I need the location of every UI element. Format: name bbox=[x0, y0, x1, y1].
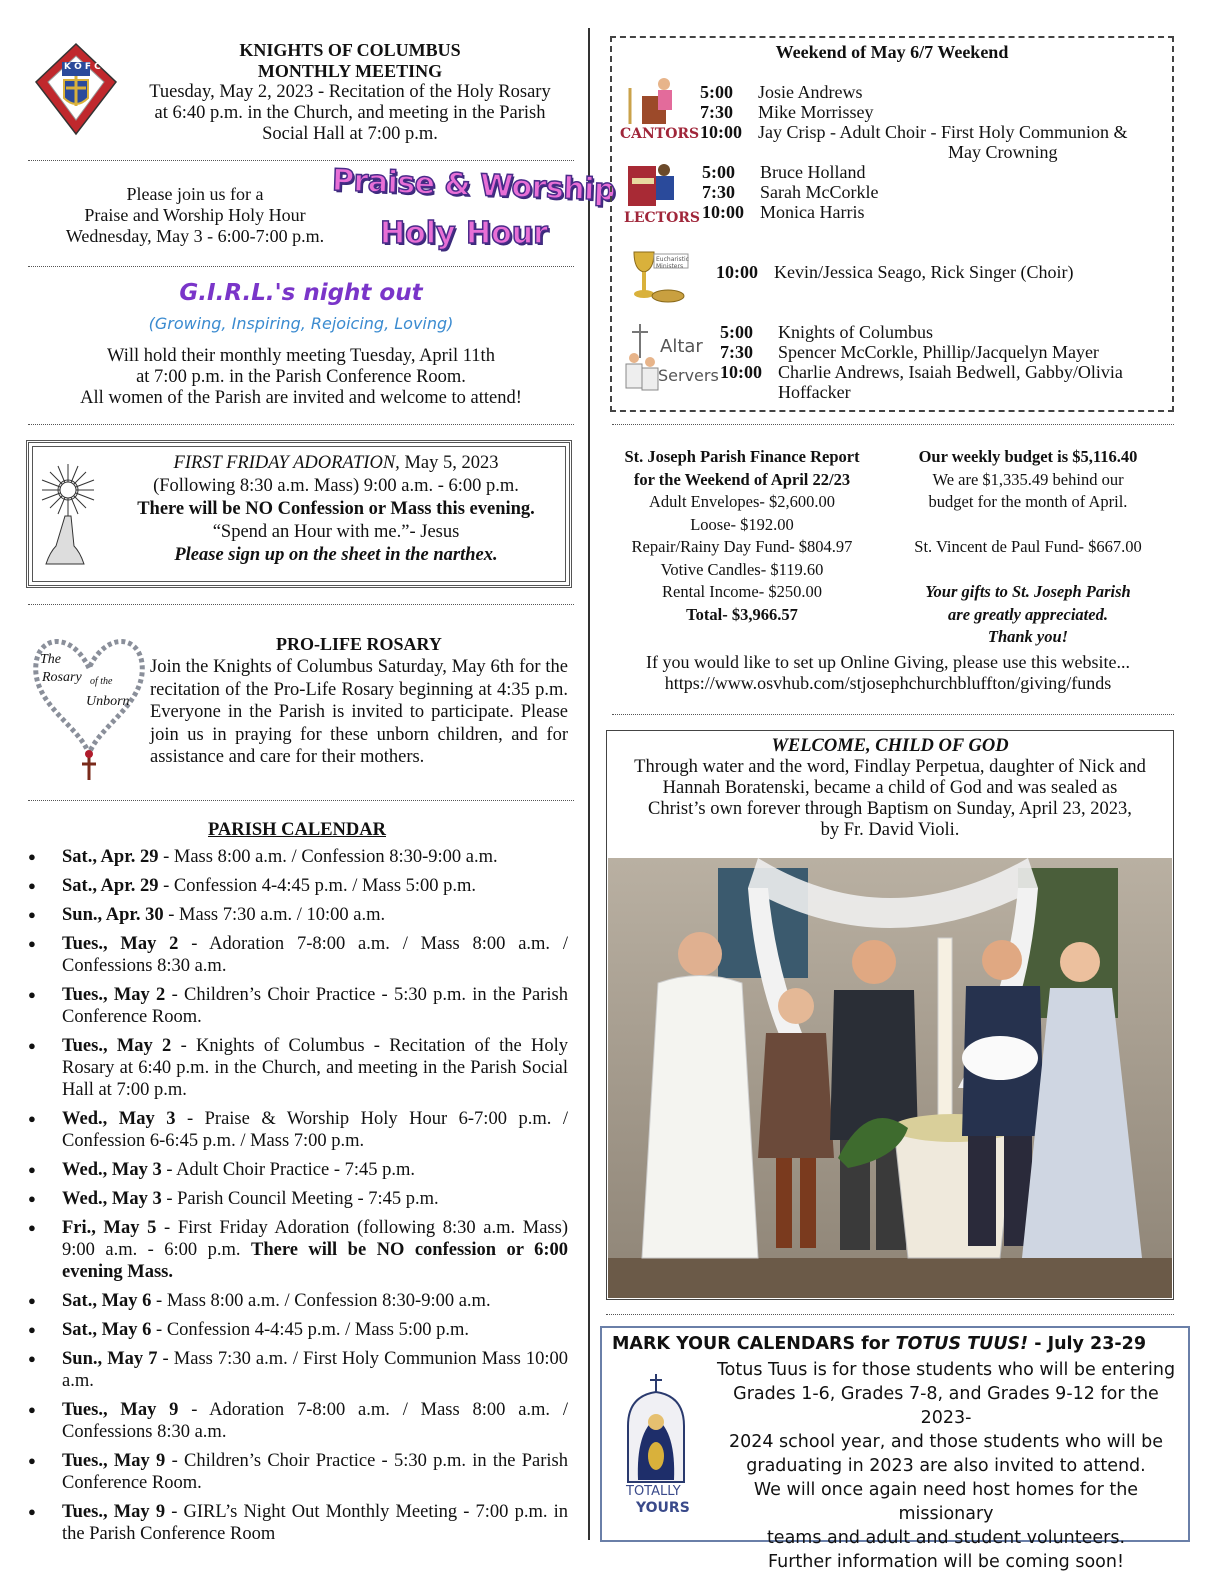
section-divider bbox=[28, 266, 574, 267]
budget-summary bbox=[886, 446, 1170, 649]
calendar-item bbox=[26, 846, 568, 868]
budget-line: budget for the month of April. bbox=[928, 492, 1128, 511]
calendar-item bbox=[26, 1348, 568, 1392]
calendar-item bbox=[26, 1159, 568, 1181]
schedule-row bbox=[702, 162, 878, 182]
schedule-row bbox=[720, 362, 1123, 382]
first-friday-notice: There will be NO Confession or Mass this evening. bbox=[137, 499, 535, 519]
welcome-line: Through water and the word, Findlay Perpetua, daughter of Nick and bbox=[634, 757, 1146, 777]
kofc-emblem-text: K O F C bbox=[64, 62, 101, 72]
section-divider bbox=[612, 714, 1174, 715]
schedule-time: 7:30 bbox=[702, 182, 735, 202]
totus-title-part: - July 23-29 bbox=[1028, 1334, 1147, 1354]
online-giving-link[interactable]: https://www.osvhub.com/stjosephchurchbluffton/giving/funds bbox=[664, 673, 1112, 693]
schedule-row bbox=[720, 382, 1123, 402]
calendar-item-text: - Mass 7:30 a.m. / First Holy Communion Mass 10:00 a.m. bbox=[62, 1349, 568, 1391]
calendar-item bbox=[26, 984, 568, 1028]
thanks-line: are greatly appreciated. bbox=[948, 604, 1108, 624]
rosary-img-word: Unborn bbox=[86, 694, 130, 709]
cantor-icon bbox=[620, 74, 700, 142]
ministers-schedule-title: Weekend of May 6/7 Weekend bbox=[775, 42, 1009, 62]
finance-subtitle: for the Weekend of April 22/23 bbox=[633, 469, 851, 489]
girl-night-body bbox=[30, 346, 572, 409]
calendar-item bbox=[26, 933, 568, 977]
schedule-row bbox=[720, 322, 1123, 342]
first-friday-date: May 5, 2023 bbox=[399, 453, 499, 473]
calendar-item-text: - Knights of Columbus - Recitation of the Holy Rosary at 6:40 p.m. in the Church, and meeting in the Parish Social Hall at 7:00 p.m. bbox=[62, 1036, 568, 1100]
totus-line: graduating in 2023 are also invited to attend. bbox=[746, 1456, 1146, 1476]
calendar-item bbox=[26, 1450, 568, 1494]
schedule-name: Sarah McCorkle bbox=[760, 182, 879, 202]
schedule-row bbox=[702, 182, 878, 202]
calendar-item-day: Wed., May 3 bbox=[62, 1189, 162, 1209]
calendar-item-day: Tues., May 9 bbox=[62, 1451, 166, 1471]
calendar-item bbox=[26, 1290, 568, 1312]
calendar-item-text: - Praise & Worship Holy Hour 6-7:00 p.m. / Confession 6-6:45 p.m. / Mass 7:00 p.m. bbox=[62, 1109, 568, 1151]
altar-servers-label: Altar bbox=[660, 336, 703, 357]
first-friday-title: FIRST FRIDAY ADORATION, bbox=[173, 453, 400, 473]
budget-line: We are $1,335.49 behind our bbox=[932, 469, 1124, 489]
kofc-announcement bbox=[130, 40, 570, 145]
calendar-item-day: Tues., May 2 bbox=[62, 1036, 172, 1056]
calendar-item bbox=[26, 904, 568, 926]
totus-line: Further information will be coming soon! bbox=[768, 1552, 1124, 1572]
kofc-subtitle: MONTHLY MEETING bbox=[257, 61, 443, 81]
pro-life-rosary-body: Join the Knights of Columbus Saturday, May 6th for the recitation of the Pro-Life Rosary beginning at 4:35 p.m. Everyone in the Parish is invited to participate. Please join us in praying for these unborn children, and for assistance and care for their mothers. bbox=[150, 657, 568, 767]
calendar-item-text: - Confession 4-4:45 p.m. / Mass 5:00 p.m. bbox=[158, 876, 477, 896]
calendar-item-day: Sat., Apr. 29 bbox=[62, 876, 159, 896]
calendar-item-day: Tues., May 2 bbox=[62, 934, 179, 954]
totus-line: Totus Tuus is for those students who will be entering bbox=[716, 1360, 1176, 1380]
thanks-line: Thank you! bbox=[987, 627, 1069, 646]
calendar-item-text: - Mass 8:00 a.m. / Confession 8:30-9:00 a.m. bbox=[158, 847, 498, 867]
finance-line: Repair/Rainy Day Fund- $804.97 bbox=[631, 537, 853, 556]
schedule-time: 5:00 bbox=[720, 322, 753, 342]
finance-line: Adult Envelopes- $2,600.00 bbox=[648, 492, 836, 511]
schedule-time: 7:30 bbox=[700, 102, 733, 122]
calendar-item-day: Fri., May 5 bbox=[62, 1218, 157, 1238]
schedule-row bbox=[700, 142, 1128, 162]
calendar-item bbox=[26, 1035, 568, 1101]
schedule-name: Bruce Holland bbox=[760, 162, 866, 182]
schedule-name: May Crowning bbox=[948, 142, 1058, 162]
first-friday-signup: Please sign up on the sheet in the narthex. bbox=[174, 545, 498, 565]
welcome-title: WELCOME, CHILD OF GOD bbox=[771, 736, 1009, 756]
parish-calendar-title: PARISH CALENDAR bbox=[208, 820, 386, 840]
praise-worship-announcement bbox=[60, 184, 330, 247]
kofc-line: at 6:40 p.m. in the Church, and meeting in the Parish bbox=[154, 103, 546, 123]
lectors-schedule bbox=[702, 162, 878, 222]
rosary-of-unborn-image bbox=[30, 628, 148, 784]
calendar-item-day: Tues., May 9 bbox=[62, 1400, 179, 1420]
totus-tuus-title bbox=[612, 1334, 1182, 1354]
schedule-name: Knights of Columbus bbox=[778, 322, 934, 342]
calendar-item-day: Tues., May 2 bbox=[62, 985, 166, 1005]
finance-total: Total- $3,966.57 bbox=[686, 604, 798, 624]
totally-yours-logo bbox=[614, 1372, 698, 1522]
calendar-item bbox=[26, 1108, 568, 1152]
welcome-line: Christ’s own forever through Baptism on Sunday, April 23, 2023, bbox=[648, 799, 1132, 819]
totus-line: Grades 1-6, Grades 7-8, and Grades 9-12 for the 2023- bbox=[733, 1384, 1159, 1428]
calendar-item bbox=[26, 1501, 568, 1545]
schedule-time: 7:30 bbox=[720, 342, 753, 362]
calendar-item-text: - GIRL’s Night Out Monthly Meeting - 7:00 p.m. in the Parish Conference Room bbox=[62, 1502, 568, 1544]
schedule-row bbox=[716, 262, 1073, 282]
girl-line: at 7:00 p.m. in the Parish Conference Room. bbox=[136, 367, 466, 387]
calendar-item-text: - Children’s Choir Practice - 5:30 p.m. in the Parish Conference Room. bbox=[62, 985, 568, 1027]
budget-title: Our weekly budget is $5,116.40 bbox=[918, 447, 1138, 466]
thanks-line: Your gifts to St. Joseph Parish bbox=[925, 582, 1131, 601]
schedule-name: Jay Crisp - Adult Choir - First Holy Communion & bbox=[758, 122, 1128, 142]
calendar-item-text: - Adoration 7-8:00 a.m. / Mass 8:00 a.m. / Confessions 8:30 a.m. bbox=[62, 1400, 568, 1442]
calendar-item-text: - Mass 7:30 a.m. / 10:00 a.m. bbox=[163, 905, 386, 925]
girl-night-title: G.I.R.L.'s night out bbox=[179, 280, 423, 306]
calendar-item bbox=[26, 1217, 568, 1283]
altar-servers-schedule bbox=[720, 322, 1123, 402]
schedule-name: Hoffacker bbox=[778, 382, 851, 402]
cantors-schedule bbox=[700, 82, 1128, 162]
logo-text: YOURS bbox=[636, 1500, 690, 1516]
calendar-item-text: - Adoration 7-8:00 a.m. / Mass 8:00 a.m. / Confessions 8:30 a.m. bbox=[62, 934, 568, 976]
calendar-item bbox=[26, 1399, 568, 1443]
section-divider bbox=[612, 424, 1174, 425]
schedule-time: 10:00 bbox=[702, 202, 744, 222]
finance-line: Loose- $192.00 bbox=[690, 514, 794, 534]
altar-servers-icon bbox=[620, 322, 719, 386]
svdp-fund: St. Vincent de Paul Fund- $667.00 bbox=[914, 537, 1142, 556]
welcome-line: by Fr. David Violi. bbox=[820, 820, 960, 840]
calendar-item-text: - Adult Choir Practice - 7:45 p.m. bbox=[161, 1160, 416, 1180]
schedule-name: Josie Andrews bbox=[758, 82, 863, 102]
praise-worship-graphic: Praise & Worship bbox=[331, 163, 616, 208]
logo-text: TOTALLY bbox=[626, 1484, 681, 1499]
calendar-item-day: Wed., May 3 bbox=[62, 1160, 162, 1180]
praise-line: Wednesday, May 3 - 6:00-7:00 p.m. bbox=[65, 226, 325, 246]
schedule-time: 10:00 bbox=[716, 262, 758, 282]
rosary-img-word: of the bbox=[90, 676, 113, 687]
eucharistic-ministers-icon bbox=[624, 246, 696, 310]
schedule-time: 5:00 bbox=[700, 82, 733, 102]
schedule-time: 5:00 bbox=[702, 162, 735, 182]
column-divider bbox=[588, 28, 590, 1540]
calendar-item bbox=[26, 1188, 568, 1210]
monstrance-icon bbox=[38, 462, 98, 572]
altar-servers-label: Servers bbox=[658, 366, 719, 385]
calendar-item-text: - Parish Council Meeting - 7:45 p.m. bbox=[161, 1189, 439, 1209]
girl-night-subtitle: (Growing, Inspiring, Rejoicing, Loving) bbox=[148, 314, 454, 333]
rosary-img-word: Rosary bbox=[42, 670, 82, 685]
section-divider bbox=[28, 800, 574, 801]
finance-report bbox=[604, 446, 880, 626]
section-divider bbox=[28, 604, 574, 605]
lector-icon bbox=[624, 160, 701, 226]
kofc-title: KNIGHTS OF COLUMBUS bbox=[239, 40, 461, 60]
first-friday-quote: “Spend an Hour with me.”- Jesus bbox=[212, 522, 460, 542]
schedule-row bbox=[700, 102, 1128, 122]
schedule-row bbox=[700, 122, 1128, 142]
totus-title-part: MARK YOUR CALENDARS for bbox=[612, 1334, 896, 1354]
kofc-line: Social Hall at 7:00 p.m. bbox=[262, 124, 438, 144]
kofc-emblem-icon bbox=[34, 42, 118, 136]
schedule-time: 10:00 bbox=[720, 362, 762, 382]
totus-line: teams and adult and student volunteers. bbox=[766, 1528, 1126, 1548]
kofc-line: Tuesday, May 2, 2023 - Recitation of the Holy Rosary bbox=[149, 82, 551, 102]
schedule-name: Kevin/Jessica Seago, Rick Singer (Choir) bbox=[774, 262, 1074, 282]
lectors-label: LECTORS bbox=[624, 210, 701, 226]
em-label: Eucharistic Ministers bbox=[656, 256, 689, 270]
section-divider bbox=[606, 1314, 1174, 1315]
praise-line: Please join us for a bbox=[126, 184, 264, 204]
totus-line: 2024 school year, and those students who will be bbox=[728, 1432, 1164, 1452]
schedule-row bbox=[702, 202, 878, 222]
baptism-photo bbox=[608, 858, 1172, 1298]
schedule-name: Mike Morrissey bbox=[758, 102, 874, 122]
girl-line: Will hold their monthly meeting Tuesday, April 11th bbox=[107, 346, 495, 366]
girl-line: All women of the Parish are invited and welcome to attend! bbox=[80, 388, 522, 408]
calendar-item-text: - Mass 8:00 a.m. / Confession 8:30-9:00 a.m. bbox=[151, 1291, 491, 1311]
calendar-item-text: - Confession 4-4:45 p.m. / Mass 5:00 p.m. bbox=[151, 1320, 470, 1340]
totus-line: We will once again need host homes for the missionary bbox=[753, 1480, 1139, 1524]
schedule-row bbox=[700, 82, 1128, 102]
calendar-item-day: Sat., May 6 bbox=[62, 1320, 152, 1340]
welcome-text bbox=[612, 736, 1168, 841]
first-friday-text bbox=[108, 452, 564, 567]
rosary-img-word: The bbox=[40, 652, 61, 667]
calendar-item-notice: There will be NO confession or 6:00 evening Mass. bbox=[62, 1240, 568, 1282]
calendar-item-day: Sun., Apr. 30 bbox=[62, 905, 164, 925]
finance-title: St. Joseph Parish Finance Report bbox=[624, 447, 860, 466]
parish-calendar-list bbox=[26, 846, 568, 1552]
calendar-item-day: Sat., May 6 bbox=[62, 1291, 152, 1311]
online-giving-text: If you would like to set up Online Giving, please use this website... bbox=[646, 652, 1130, 672]
pro-life-rosary-title: PRO-LIFE ROSARY bbox=[276, 634, 442, 654]
totus-tuus-body bbox=[706, 1358, 1186, 1574]
section-divider bbox=[28, 424, 574, 425]
cantors-label: CANTORS bbox=[620, 126, 700, 142]
calendar-item-day: Sat., Apr. 29 bbox=[62, 847, 159, 867]
calendar-item-day: Wed., May 3 bbox=[62, 1109, 176, 1129]
welcome-line: Hannah Boratenski, became a child of God and was sealed as bbox=[662, 778, 1118, 798]
holy-hour-graphic: Holy Hour bbox=[380, 216, 548, 251]
calendar-item-text: - First Friday Adoration (following 8:30 a.m. Mass) 9:00 a.m. - 6:00 p.m. bbox=[62, 1218, 568, 1260]
calendar-item-day: Sun., May 7 bbox=[62, 1349, 158, 1369]
schedule-name: Monica Harris bbox=[760, 202, 865, 222]
calendar-item bbox=[26, 1319, 568, 1341]
finance-line: Rental Income- $250.00 bbox=[662, 582, 822, 601]
section-divider bbox=[28, 160, 574, 161]
calendar-item-day: Tues., May 9 bbox=[62, 1502, 166, 1522]
finance-lines bbox=[604, 491, 880, 604]
schedule-time: 10:00 bbox=[700, 122, 742, 142]
praise-line: Praise and Worship Holy Hour bbox=[84, 205, 306, 225]
first-friday-hours: (Following 8:30 a.m. Mass) 9:00 a.m. - 6:00 p.m. bbox=[153, 476, 519, 496]
calendar-item-text: - Children’s Choir Practice - 5:30 p.m. in the Parish Conference Room. bbox=[62, 1451, 568, 1493]
online-giving bbox=[600, 652, 1176, 694]
schedule-row bbox=[720, 342, 1123, 362]
schedule-name: Spencer McCorkle, Phillip/Jacquelyn Mayer bbox=[778, 342, 1099, 362]
eucharistic-ministers-schedule bbox=[716, 262, 1073, 282]
finance-line: Votive Candles- $119.60 bbox=[660, 559, 824, 579]
schedule-name: Charlie Andrews, Isaiah Bedwell, Gabby/Olivia bbox=[778, 362, 1123, 382]
totus-title-part: TOTUS TUUS! bbox=[895, 1334, 1029, 1354]
calendar-item bbox=[26, 875, 568, 897]
